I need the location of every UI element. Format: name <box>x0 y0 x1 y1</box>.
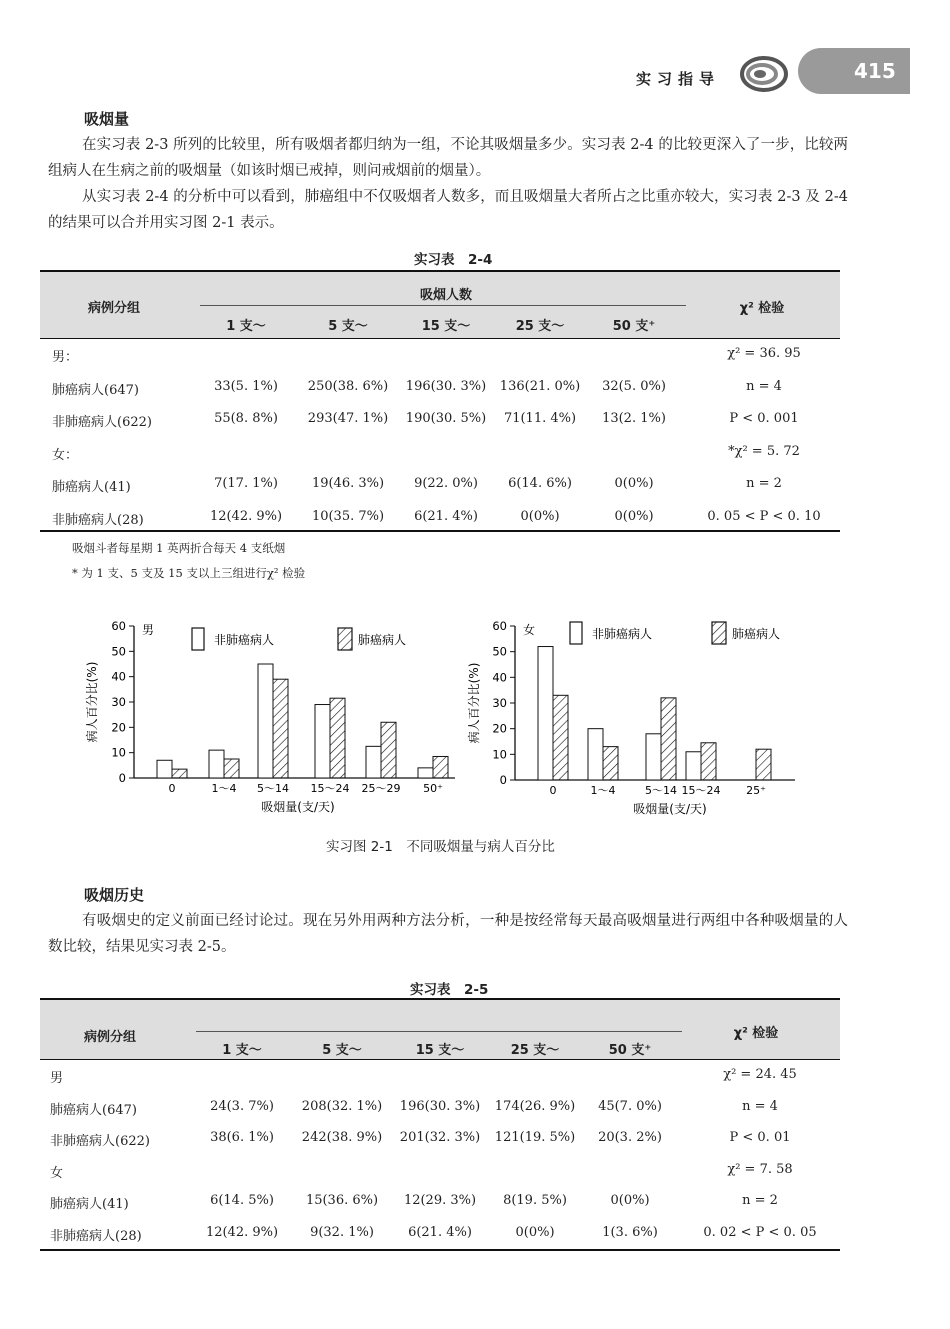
row-label: 男： <box>52 350 79 365</box>
test-cell: 0. 02 < P < 0. 05 <box>703 1224 817 1240</box>
paragraph: 从实习表 2-4 的分析中可以看到，肺癌组中不仅吸烟者人数多，而且吸烟量大者所占之比重亦较大，实习表 2-3 及 2-4 的结果可以合并用实习图 2-1 表示。 <box>48 189 848 231</box>
bar-non-lung-cancer <box>588 729 603 780</box>
table-cell: 1(3. 6%) <box>602 1224 658 1240</box>
y-axis-label: 病人百分比(%) <box>85 661 99 743</box>
test-cell: P < 0. 001 <box>729 411 799 426</box>
y-tick-label: 10 <box>492 747 507 762</box>
y-tick-label: 30 <box>492 696 507 710</box>
bar-lung-cancer <box>756 749 771 780</box>
table-cell: 196(30. 3%) <box>399 1098 481 1114</box>
table-cell: 8(19. 5%) <box>503 1193 567 1208</box>
col-header-amount: 5 支～ <box>328 319 368 334</box>
bar-non-lung-cancer <box>157 760 172 778</box>
col-header-smokers: 吸烟人数 <box>419 288 473 303</box>
table-cell: 208(32. 1%) <box>301 1098 383 1114</box>
table-cell: 196(30. 3%) <box>405 378 487 394</box>
table-note: 吸烟斗者每星期 1 英两折合每天 4 支纸烟 <box>72 541 286 555</box>
bar-non-lung-cancer <box>418 768 433 778</box>
table-cell: 6(14. 5%) <box>210 1193 274 1208</box>
test-cell: χ² = 36. 95 <box>727 346 801 361</box>
bar-non-lung-cancer <box>366 746 381 778</box>
table-cell: 71(11. 4%) <box>503 411 577 426</box>
table-cell: 7(17. 1%) <box>214 476 278 491</box>
section-heading-smoking-amount: 吸烟量 <box>84 110 130 128</box>
table-cell: 0(0%) <box>614 476 654 491</box>
bar-lung-cancer <box>172 769 187 778</box>
row-label: 非肺癌病人(28) <box>50 1228 142 1244</box>
bar-non-lung-cancer <box>686 752 701 780</box>
legend-swatch-non-lung <box>192 628 204 650</box>
row-label: 非肺癌病人(28) <box>52 512 144 528</box>
table-cell: 136(21. 0%) <box>499 378 581 394</box>
legend-swatch-lung <box>338 628 352 650</box>
col-header-amount: 25 支～ <box>510 1043 560 1058</box>
section-heading-smoking-history: 吸烟历史 <box>84 886 145 904</box>
x-axis-label: 吸烟量(支/天) <box>633 802 707 816</box>
bar-lung-cancer <box>273 679 288 778</box>
table-cell: 15(36. 6%) <box>305 1193 379 1208</box>
x-tick-label: 25⁺ <box>746 784 766 797</box>
test-cell: *χ² = 5. 72 <box>728 443 800 459</box>
bar-non-lung-cancer <box>209 750 224 778</box>
x-tick-label: 0 <box>549 784 557 797</box>
table-bottom-rule <box>40 530 840 532</box>
test-cell: n = 4 <box>746 378 782 394</box>
table-cell: 19(46. 3%) <box>311 476 385 491</box>
row-label: 非肺癌病人(622) <box>50 1134 150 1149</box>
y-tick-label: 20 <box>111 720 126 735</box>
table-cell: 13(2. 1%) <box>602 411 666 426</box>
table-cell: 201(32. 3%) <box>399 1130 481 1145</box>
table-cell: 242(38. 9%) <box>301 1130 383 1145</box>
table-cell: 190(30. 5%) <box>405 411 487 426</box>
col-header-amount: 15 支～ <box>415 1043 465 1058</box>
col-header-test: χ² 检验 <box>739 301 785 316</box>
paragraph: 在实习表 2-3 所列的比较里，所有吸烟者都归纳为一组，不论其吸烟量多少。实习表 2-4 的比较更深入了一步，比较两组病人在生病之前的吸烟量（如该时烟已戒掉，则问戒烟前的烟量）。 <box>48 137 848 179</box>
table-cell: 10(35. 7%) <box>311 508 385 524</box>
y-tick-label: 40 <box>111 669 126 684</box>
y-tick-label: 30 <box>111 695 126 709</box>
y-tick-label: 10 <box>111 745 126 760</box>
x-tick-label: 15～24 <box>310 782 350 795</box>
legend-label-non-lung: 非肺癌病人 <box>214 633 275 647</box>
bar-non-lung-cancer <box>538 647 553 780</box>
table-cell: 174(26. 9%) <box>494 1098 576 1114</box>
x-tick-label: 1～4 <box>590 784 616 797</box>
x-tick-label: 0 <box>168 782 176 795</box>
bar-lung-cancer <box>661 698 676 780</box>
test-cell: P < 0. 01 <box>729 1130 791 1145</box>
col-header-amount: 50 支⁺ <box>612 319 656 334</box>
x-tick-label: 25～29 <box>361 782 401 795</box>
table-cell: 293(47. 1%) <box>307 411 389 426</box>
page-number-tab <box>798 48 910 94</box>
legend-label-non-lung: 非肺癌病人 <box>592 627 653 641</box>
table-header-rule <box>40 338 840 339</box>
page-number: 415 <box>854 59 896 83</box>
running-header-title: 实习指导 <box>636 70 721 88</box>
y-tick-label: 0 <box>118 771 126 785</box>
test-cell: n = 2 <box>742 1193 778 1208</box>
test-cell: 0. 05 < P < 0. 10 <box>707 508 821 524</box>
bar-lung-cancer <box>381 722 396 778</box>
x-tick-label: 50⁺ <box>423 782 443 795</box>
table-top-rule <box>40 998 840 1000</box>
bar-non-lung-cancer <box>315 705 330 778</box>
y-tick-label: 60 <box>111 619 126 633</box>
x-tick-label: 1～4 <box>211 782 237 795</box>
test-cell: χ² = 7. 58 <box>727 1161 793 1177</box>
table-note: * 为 1 支、5 支及 15 支以上三组进行χ² 检验 <box>72 566 306 580</box>
x-tick-label: 5～14 <box>645 784 677 797</box>
col-header-amount: 1 支～ <box>226 319 266 334</box>
table-cell: 121(19. 5%) <box>494 1130 576 1145</box>
table-cell: 12(42. 9%) <box>209 508 283 524</box>
col-header-group: 病例分组 <box>84 1030 137 1045</box>
table-cell: 6(21. 4%) <box>408 1224 472 1240</box>
legend-swatch-non-lung <box>570 622 582 644</box>
paragraph: 有吸烟史的定义前面已经讨论过。现在另外用两种方法分析，一种是按经常每天最高吸烟量进行两组中各种吸烟量的人数比较，结果见实习表 2-5。 <box>48 913 848 955</box>
table-cell: 0(0%) <box>610 1193 650 1208</box>
table-cell: 9(32. 1%) <box>310 1224 374 1240</box>
chart-title: 女 <box>523 623 536 637</box>
test-cell: n = 2 <box>746 476 782 491</box>
col-header-test: χ² 检验 <box>733 1026 779 1041</box>
table-caption: 实习表 2-4 <box>414 252 493 268</box>
row-label: 男 <box>50 1071 64 1086</box>
bar-lung-cancer <box>701 743 716 780</box>
y-tick-label: 50 <box>111 644 126 659</box>
table-top-rule <box>40 270 840 272</box>
table-group-rule <box>196 1031 682 1032</box>
y-tick-label: 50 <box>492 644 507 659</box>
col-header-amount: 5 支～ <box>322 1043 362 1058</box>
table-cell: 0(0%) <box>614 508 654 524</box>
row-label: 肺癌病人(41) <box>50 1197 129 1212</box>
bar-non-lung-cancer <box>646 734 661 780</box>
y-tick-label: 0 <box>499 773 507 787</box>
legend-label-lung: 肺癌病人 <box>358 633 407 647</box>
table-cell: 6(21. 4%) <box>414 508 478 524</box>
table-cell: 9(22. 0%) <box>414 476 478 491</box>
bar-lung-cancer <box>224 759 239 778</box>
x-tick-label: 5～14 <box>257 782 289 795</box>
col-header-amount: 50 支⁺ <box>608 1043 652 1058</box>
table-group-rule <box>200 305 686 306</box>
test-cell: n = 4 <box>742 1098 778 1114</box>
figure-caption: 实习图 2-1 不同吸烟量与病人百分比 <box>326 839 555 855</box>
row-label: 女： <box>52 447 79 463</box>
figure-2-1 <box>0 600 950 830</box>
bar-non-lung-cancer <box>258 664 273 778</box>
bar-lung-cancer <box>433 756 448 778</box>
y-tick-label: 40 <box>492 670 507 685</box>
col-header-amount: 25 支～ <box>515 319 565 334</box>
x-tick-label: 15～24 <box>681 784 721 797</box>
table-cell: 6(14. 6%) <box>508 476 572 491</box>
table-cell: 32(5. 0%) <box>602 378 666 394</box>
table-cell: 24(3. 7%) <box>210 1098 274 1114</box>
legend-swatch-lung <box>712 622 726 644</box>
row-label: 非肺癌病人(622) <box>52 415 152 430</box>
y-tick-label: 60 <box>492 619 507 633</box>
table-caption: 实习表 2-5 <box>410 982 489 998</box>
table-cell: 250(38. 6%) <box>307 378 389 394</box>
row-label: 肺癌病人(41) <box>52 480 131 495</box>
test-cell: χ² = 24. 45 <box>723 1067 797 1082</box>
table-cell: 38(6. 1%) <box>210 1130 274 1145</box>
swirl-logo-icon <box>734 52 790 96</box>
row-label: 女 <box>50 1165 64 1181</box>
legend-label-lung: 肺癌病人 <box>732 627 781 641</box>
table-bottom-rule <box>40 1249 840 1251</box>
chart-male <box>84 619 455 814</box>
table-cell: 20(3. 2%) <box>598 1130 662 1145</box>
col-header-amount: 1 支～ <box>222 1043 262 1058</box>
table-cell: 12(42. 9%) <box>205 1224 279 1240</box>
chart-female <box>466 619 795 816</box>
table-cell: 33(5. 1%) <box>214 378 278 394</box>
table-header-rule <box>40 1059 840 1060</box>
table-cell: 12(29. 3%) <box>403 1193 477 1208</box>
y-tick-label: 20 <box>492 721 507 736</box>
table-cell: 0(0%) <box>520 508 560 524</box>
bar-lung-cancer <box>553 695 568 780</box>
y-axis-label: 病人百分比(%) <box>467 662 481 744</box>
table-cell: 55(8. 8%) <box>214 411 278 426</box>
col-header-group: 病例分组 <box>88 301 141 316</box>
chart-title: 男 <box>142 623 155 637</box>
bar-lung-cancer <box>330 698 345 778</box>
row-label: 肺癌病人(647) <box>52 382 139 398</box>
row-label: 肺癌病人(647) <box>50 1102 137 1118</box>
table-cell: 45(7. 0%) <box>598 1098 662 1114</box>
table-cell: 0(0%) <box>515 1224 555 1240</box>
bar-lung-cancer <box>603 747 618 780</box>
x-axis-label: 吸烟量(支/天) <box>261 800 335 814</box>
col-header-amount: 15 支～ <box>421 319 471 334</box>
